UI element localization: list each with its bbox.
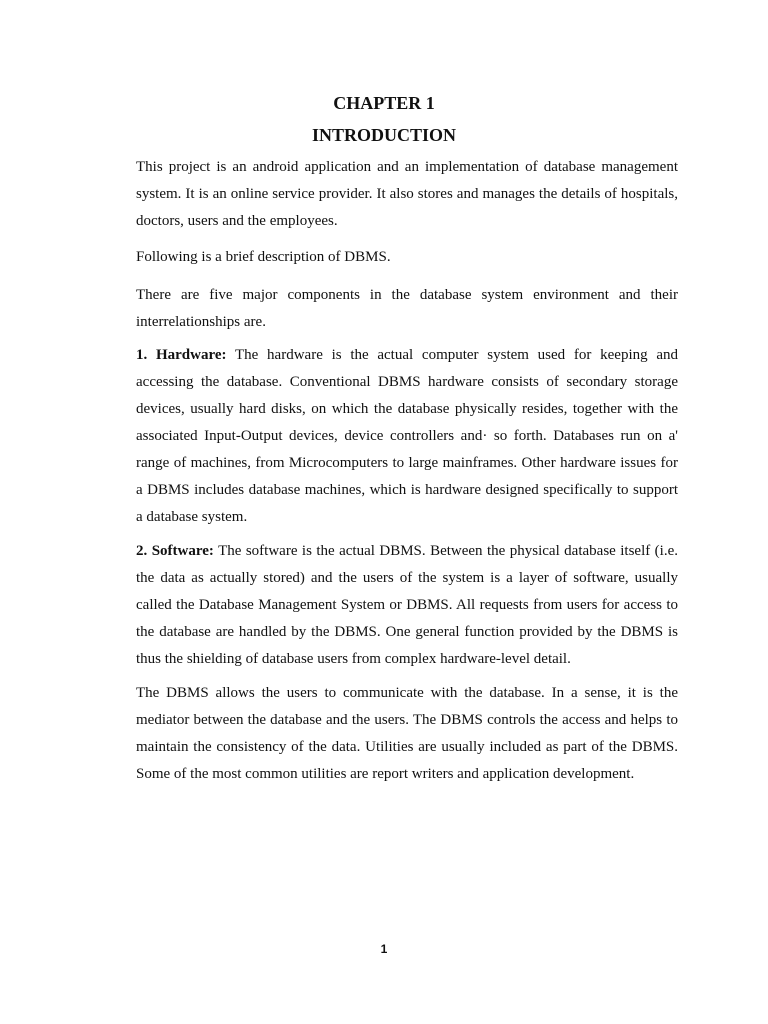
dbms-paragraph: The DBMS allows the users to communicate with the database. In a sense, it is the mediator between the database and the users. The DBMS controls the access and helps to maintain the consistency of the data. Utilities are usually included as part of the DBMS. Some of the most common utilities are report writers and application development. — [136, 685, 678, 782]
components-paragraph: There are five major components in the database system environment and their interrelationships are. — [136, 287, 678, 330]
software-label: 2. Software: — [136, 543, 214, 559]
software-paragraph — [136, 538, 678, 673]
page-number: 1 — [380, 942, 388, 956]
chapter-title-heading: INTRODUCTION — [311, 125, 457, 145]
software-text: The software is the actual DBMS. Between the physical database itself (i.e. the data as actually stored) and the users of the system is a layer of software, usually called the Database Management System or DBMS. All requests from users for access to the database are handled by the DBMS. One general function provided by the DBMS is thus the shielding of database users from complex hardware-level detail. — [136, 543, 678, 667]
intro-paragraph: This project is an android application and an implementation of database management system. It is an online service provider. It also stores and manages the details of hospitals, doctors, users and the employees. — [136, 159, 678, 229]
hardware-paragraph — [136, 342, 678, 531]
hardware-label: 1. Hardware: — [136, 347, 227, 363]
following-paragraph: Following is a brief description of DBMS. — [136, 249, 391, 265]
hardware-text: The hardware is the actual computer system used for keeping and accessing the database. Conventional DBMS hardware consists of secondary storage devices, usually hard disks, on which the database physically resides, together with the associated Input-Output devices, device controllers and· so forth. Databases run on a' range of machines, from Microcomputers to large mainframes. Other hardware issues for a DBMS includes database machines, which is hardware designed specifically to support a database system. — [136, 347, 678, 525]
chapter-number-heading: CHAPTER 1 — [333, 93, 435, 113]
